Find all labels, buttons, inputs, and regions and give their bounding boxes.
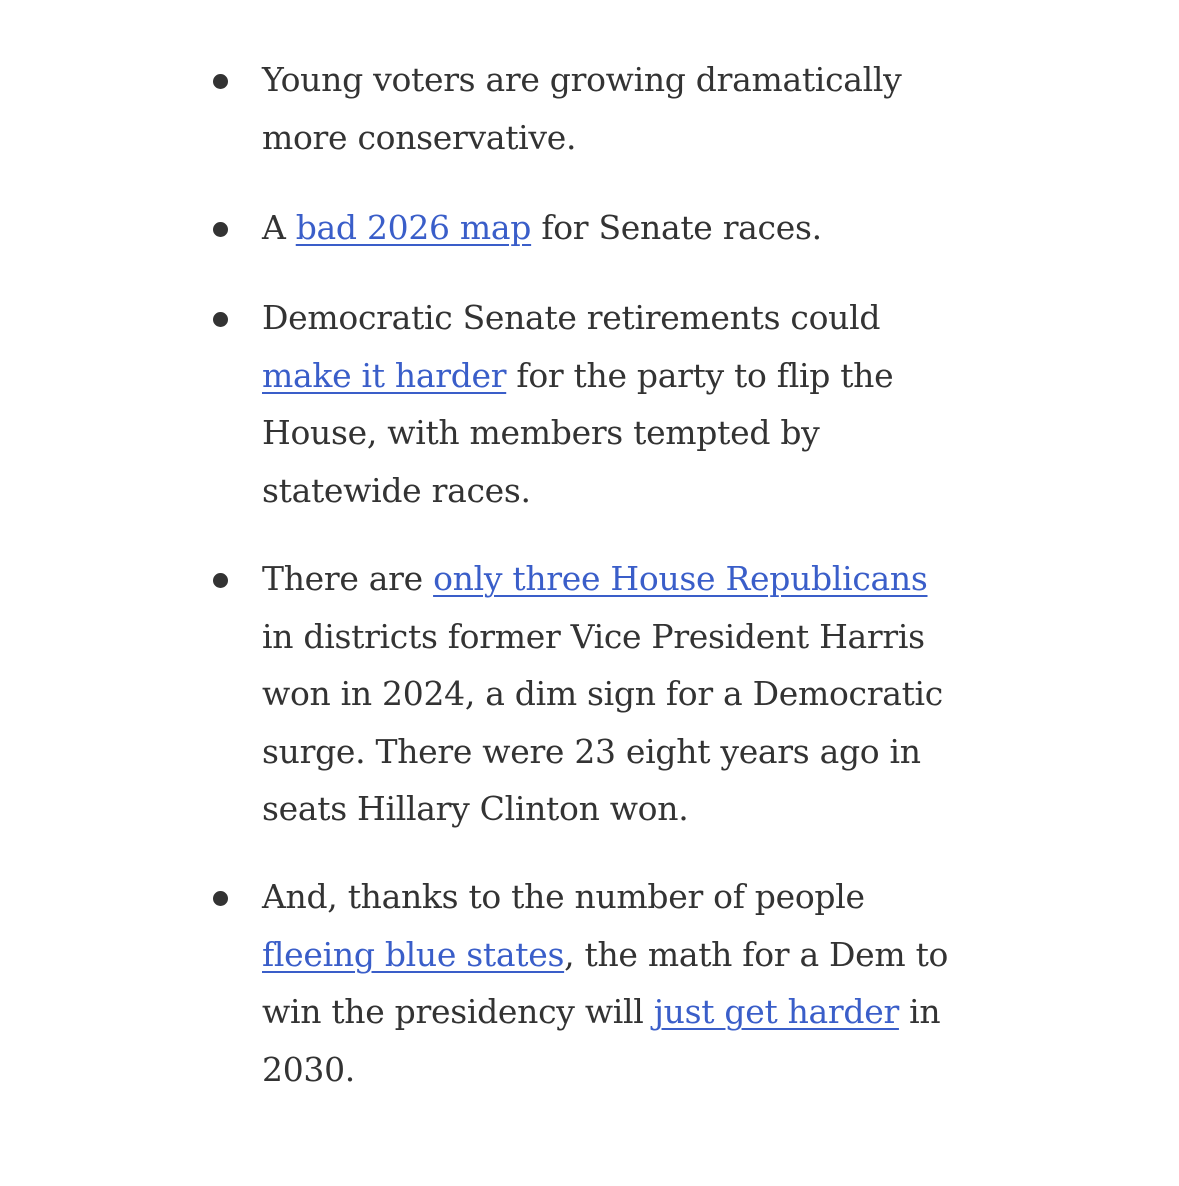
link-just-get-harder[interactable]: just get harder [653, 992, 899, 1031]
link-fleeing-blue-states[interactable]: fleeing blue states [262, 934, 565, 974]
link-only-three-house-republicans[interactable]: only three House Republicans [433, 559, 928, 598]
bullet-dot-icon [213, 891, 228, 906]
bullet-text-after: in districts former Vice President Harris won in 2024, a dim sign for a Democratic surge. There were 23 eight years ago in seats Hillary Clinton won. [262, 616, 943, 828]
bullet-text-middle: , the math for a Dem to win the presidency will [262, 934, 949, 1031]
bullet-text-before: There are [262, 559, 434, 598]
list-item [262, 51, 952, 166]
link-bad-2026-map[interactable]: bad 2026 map [295, 208, 532, 247]
list-item [262, 868, 952, 1098]
list-item [262, 199, 952, 257]
bullet-text-before: And, thanks to the number of people [262, 877, 865, 916]
list-item [262, 550, 952, 838]
bullet-dot-icon [213, 222, 228, 237]
bullet-dot-icon [213, 74, 228, 89]
list-item [262, 289, 952, 519]
bullet-text-after: for the party to flip the House, with members tempted by statewide races. [262, 355, 894, 510]
link-make-it-harder[interactable]: make it harder [262, 355, 507, 395]
bullet-dot-icon [213, 312, 228, 327]
bullet-text-after: in 2030. [262, 992, 941, 1089]
bullet-text-after: for Senate races. [531, 208, 822, 247]
bullet-dot-icon [213, 573, 228, 588]
bullet-text: Young voters are growing dramatically more conservative. [262, 60, 902, 157]
bullet-text-before: A [262, 208, 296, 247]
bullet-text-before: Democratic Senate retirements could [262, 298, 881, 337]
